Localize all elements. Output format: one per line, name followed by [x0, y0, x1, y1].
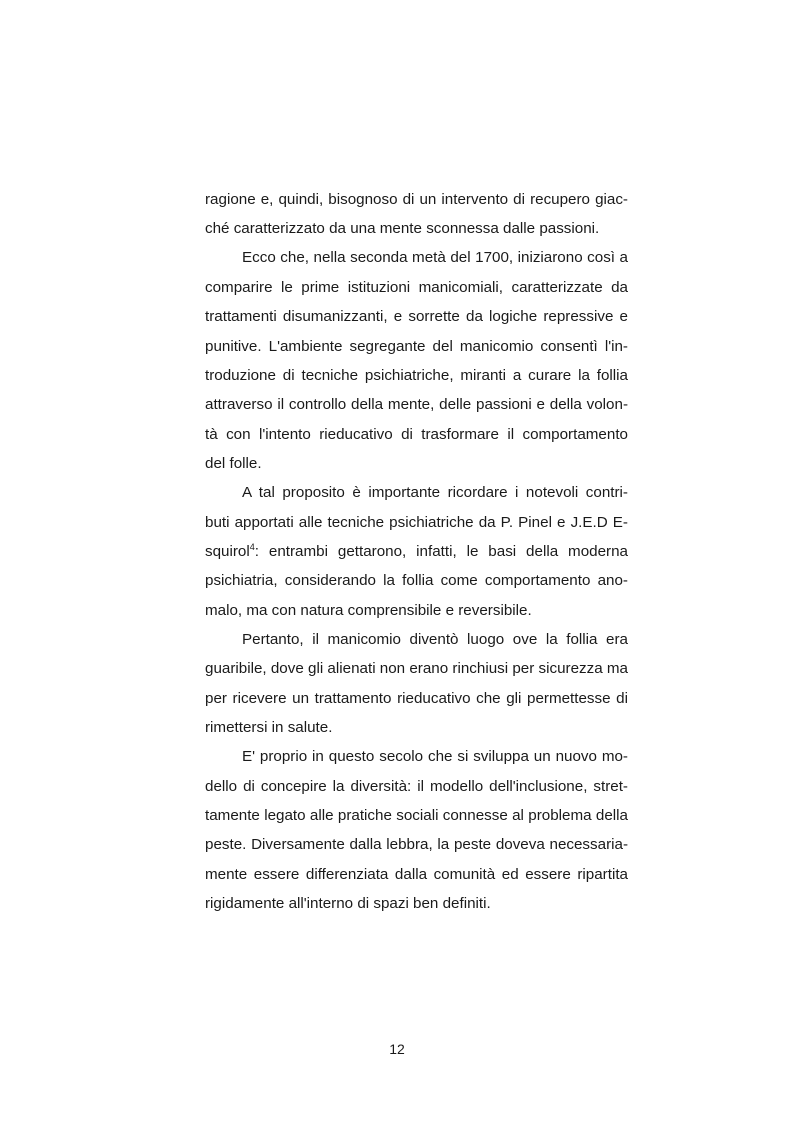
text-line: Pertanto, il manicomio diventò luogo ove la follia era	[242, 631, 628, 648]
text-line: attraverso il controllo della mente, delle passioni e della volon-	[205, 396, 628, 413]
text-line: trattamenti disumanizzanti, e sorrette da logiche repressive e	[205, 308, 628, 325]
text-line: A tal proposito è importante ricordare i notevoli contri-	[242, 484, 628, 501]
text-line: psichiatria, considerando la follia come comportamento ano-	[205, 572, 628, 589]
footnote-reference[interactable]: 4	[249, 541, 255, 552]
text-line: comparire le prime istituzioni manicomiali, caratterizzate da	[205, 279, 628, 296]
page-number: 12	[389, 1041, 405, 1057]
text-line: malo, ma con natura comprensibile e reversibile.	[205, 602, 532, 619]
text-line: rimettersi in salute.	[205, 719, 333, 736]
text-line: dello di concepire la diversità: il modello dell'inclusione, stret-	[205, 778, 628, 795]
text-line: troduzione di tecniche psichiatriche, miranti a curare la follia	[205, 367, 628, 384]
text-line: ché caratterizzato da una mente sconnessa dalle passioni.	[205, 220, 600, 237]
text-line: punitive. L'ambiente segregante del manicomio consentì l'in-	[205, 338, 628, 355]
text-line: peste. Diversamente dalla lebbra, la peste doveva necessaria-	[205, 836, 628, 853]
text-line	[205, 541, 628, 563]
text-line: tamente legato alle pratiche sociali connesse al problema della	[205, 807, 628, 824]
text-line: mente essere differenziata dalla comunità ed essere ripartita	[205, 866, 628, 883]
text-line: buti apportati alle tecniche psichiatriche da P. Pinel e J.E.D E-	[205, 514, 628, 531]
text-line: Ecco che, nella seconda metà del 1700, iniziarono così a	[242, 249, 628, 266]
text-fragment: squirol	[205, 543, 250, 560]
text-line: guaribile, dove gli alienati non erano rinchiusi per sicurezza ma	[205, 660, 628, 677]
text-line: per ricevere un trattamento rieducativo che gli permettesse di	[205, 690, 628, 707]
text-line: ragione e, quindi, bisognoso di un intervento di recupero giac-	[205, 191, 628, 208]
text-line: rigidamente all'interno di spazi ben definiti.	[205, 895, 491, 912]
text-line: tà con l'intento rieducativo di trasformare il comportamento	[205, 426, 628, 443]
text-fragment: : entrambi gettarono, infatti, le basi della moderna	[254, 543, 628, 560]
text-line: del folle.	[205, 455, 262, 472]
text-line: E' proprio in questo secolo che si sviluppa un nuovo mo-	[242, 748, 628, 765]
